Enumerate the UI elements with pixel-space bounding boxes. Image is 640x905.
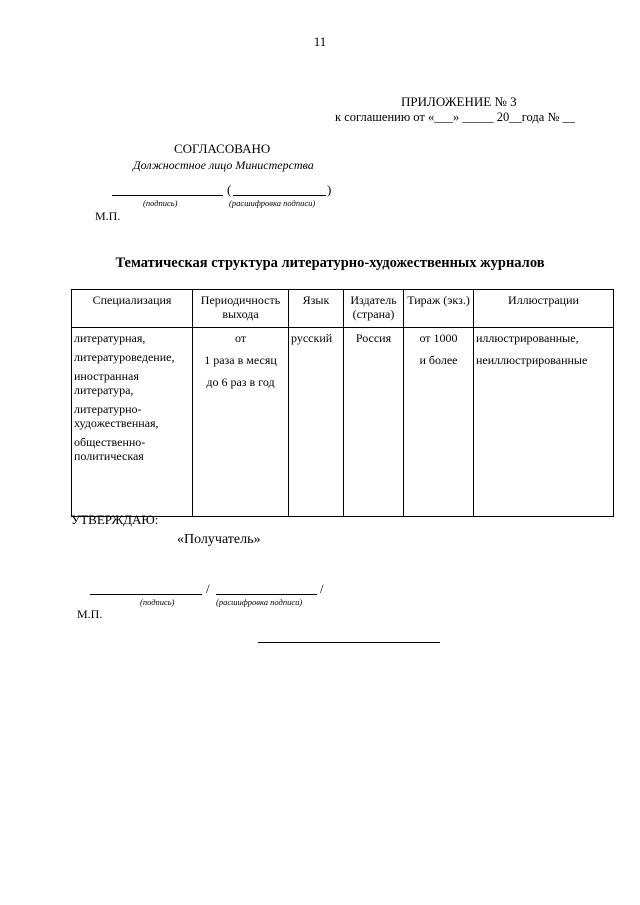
table-row [72, 328, 614, 517]
cell-specialization [72, 328, 193, 517]
cell-illustrations [474, 328, 614, 517]
specialization-item: литературоведение, [74, 350, 175, 364]
document-title: Тематическая структура литературно-художественных журналов [115, 255, 545, 271]
agreed-decoding-line [233, 195, 326, 196]
header-publisher: Издатель (страна) [344, 290, 404, 328]
approve-slash-1: / [206, 581, 210, 596]
agreed-paren-close: ) [327, 182, 332, 197]
illustrations-item: иллюстрированные, [476, 331, 579, 345]
cell-periodicity [193, 328, 289, 517]
bottom-rule [258, 642, 440, 643]
publisher-value: Россия [355, 331, 392, 345]
thematic-structure-table [71, 289, 614, 517]
page-number: 11 [313, 34, 327, 49]
agreed-title: СОГЛАСОВАНО [174, 141, 271, 156]
approve-decoding-line [216, 594, 317, 595]
language-value: русский [291, 331, 333, 345]
cell-circulation [404, 328, 474, 517]
approve-decoding-caption: (расшифровка подписи) [216, 597, 303, 607]
periodicity-item: до 6 раз в год [206, 375, 275, 389]
header-illustrations: Иллюстрации [474, 290, 614, 328]
appendix-title: ПРИЛОЖЕНИЕ № 3 [401, 94, 517, 109]
cell-language [289, 328, 344, 517]
circulation-item: от 1000 [419, 331, 458, 345]
approve-stamp-place: М.П. [77, 607, 103, 621]
agreed-signature-line [112, 195, 223, 196]
cell-publisher [344, 328, 404, 517]
specialization-item: иностранная литература, [74, 369, 139, 397]
agreed-official: Должностное лицо Министерства [133, 158, 314, 172]
header-language: Язык [289, 290, 344, 328]
approve-title: УТВЕРЖДАЮ: [71, 512, 159, 527]
specialization-item: литературно-художественная, [74, 402, 159, 430]
recipient-label: «Получатель» [177, 532, 261, 547]
circulation-item: и более [419, 353, 458, 367]
agreed-decoding-caption: (расшифровка подписи) [229, 198, 316, 208]
periodicity-item: 1 раза в месяц [204, 353, 277, 367]
approve-slash-2: / [320, 581, 324, 596]
header-circulation: Тираж (экз.) [404, 290, 474, 328]
specialization-item: литературная, [74, 331, 146, 345]
approve-signature-caption: (подпись) [140, 597, 175, 607]
appendix-subtitle: к соглашению от «___» _____ 20__года № __ [335, 110, 576, 124]
agreed-stamp-place: М.П. [95, 209, 121, 223]
approve-signature-line [90, 594, 202, 595]
agreed-signature-caption: (подпись) [143, 198, 178, 208]
illustrations-item: неиллюстрированные [476, 353, 588, 367]
periodicity-item: от [234, 331, 247, 345]
agreed-paren-open: ( [227, 182, 232, 197]
specialization-item: общественно-политическая [74, 435, 146, 463]
header-specialization: Специализация [72, 290, 193, 328]
header-periodicity: Периодичность выхода [193, 290, 289, 328]
table-header-row [72, 290, 614, 328]
